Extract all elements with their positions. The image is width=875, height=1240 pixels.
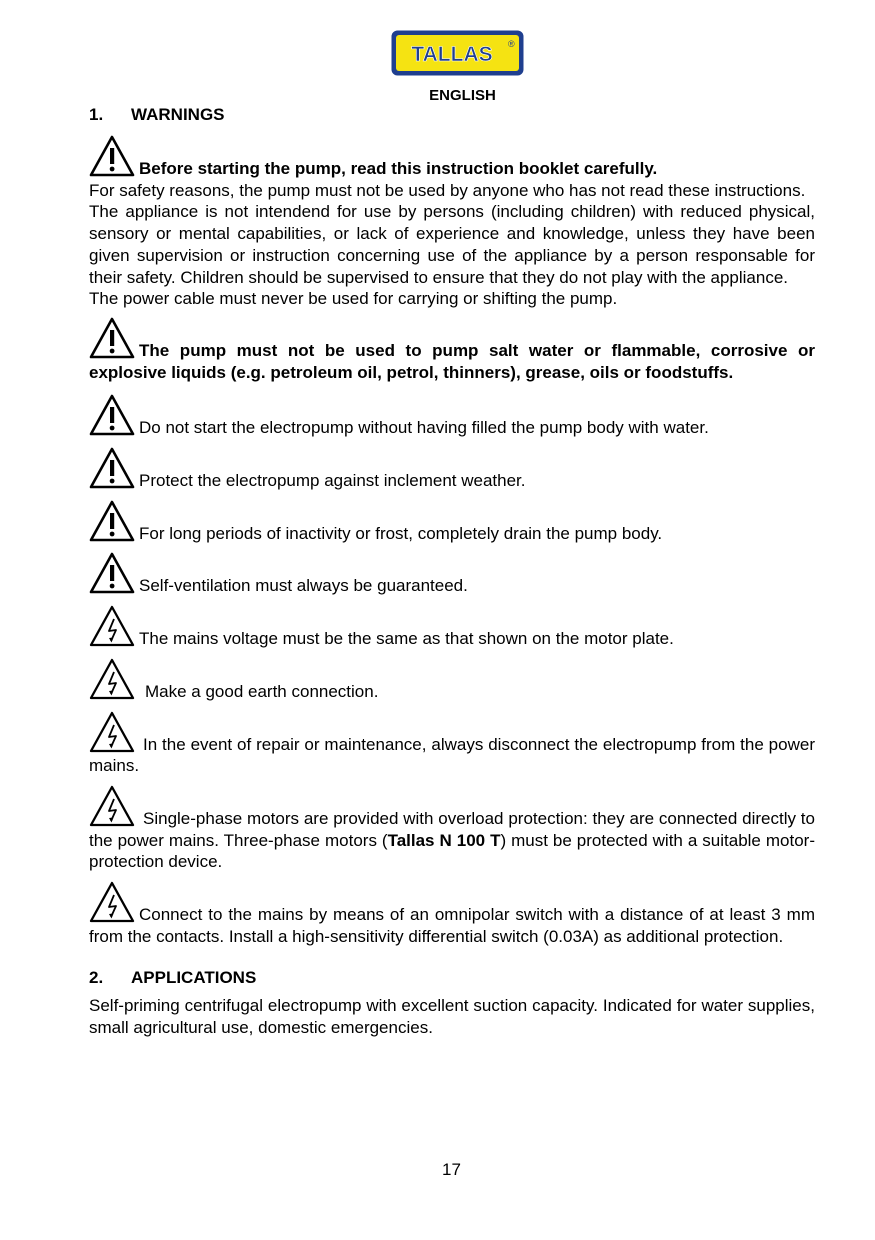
- warning-text: ) must be protected with a suitable motor-protection device.: [89, 830, 815, 872]
- warning-text: Make a good earth connection.: [145, 681, 379, 701]
- page-number: 17: [442, 1160, 461, 1179]
- registered-mark: ®: [508, 39, 515, 49]
- tallas-logo: [390, 29, 525, 77]
- warning-block-disconnect: [89, 711, 815, 777]
- warning-block-drain: [89, 500, 815, 545]
- warning-text: Single-phase motors are provided with overload protection: they are connected directly to the power mains. Three-phase motors (: [89, 808, 815, 850]
- warning-block-motor-protection: [89, 785, 815, 873]
- section-number: 2.: [89, 968, 104, 988]
- page-content: [89, 104, 815, 1039]
- warning-paragraph: The power cable must never be used for carrying or shifting the pump.: [89, 289, 618, 309]
- warning-block-weather: [89, 447, 815, 492]
- electric-hazard-icon: [89, 881, 135, 923]
- warning-block-voltage: [89, 605, 815, 650]
- electric-hazard-icon: [89, 785, 135, 827]
- warning-triangle-icon: [89, 500, 135, 542]
- warning-triangle-icon: [89, 317, 135, 359]
- warning-triangle-icon: [89, 135, 135, 177]
- section-title: WARNINGS: [131, 105, 225, 124]
- warning-block-liquids: [89, 317, 815, 383]
- warning-text: Connect to the mains by means of an omnipolar switch with a distance of at least 3 mm from the contacts. Install a high-sensitivity differential switch (0.03A) as additional protection.: [89, 905, 815, 946]
- warning-triangle-icon: [89, 552, 135, 594]
- warning-text: For long periods of inactivity or frost, completely drain the pump body.: [139, 523, 663, 543]
- warning-triangle-icon: [89, 447, 135, 489]
- warning-text: The mains voltage must be the same as that shown on the motor plate.: [139, 629, 674, 649]
- warning-text: Before starting the pump, read this instruction booklet carefully.: [139, 159, 658, 178]
- model-name: Tallas N 100 T: [387, 830, 501, 850]
- section-number: 1.: [89, 105, 104, 124]
- section-heading-warnings: [89, 104, 815, 126]
- warning-block-fill-water: [89, 394, 815, 439]
- warning-text: In the event of repair or maintenance, always disconnect the electropump from the power mains.: [89, 734, 815, 776]
- warning-block-earth: [89, 658, 815, 703]
- warning-text: The pump must not be used to pump salt water or flammable, corrosive or explosive liquids (e.g. petroleum oil, petrol, thinners), grease, oils or foodstuffs.: [89, 340, 815, 382]
- applications-block: [89, 995, 815, 1038]
- section-title: APPLICATIONS: [131, 968, 257, 988]
- electric-hazard-icon: [89, 605, 135, 647]
- language-label: ENGLISH: [429, 87, 496, 104]
- section-heading-applications: [89, 967, 815, 989]
- applications-text: Self-priming centrifugal electropump with excellent suction capacity. Indicated for water supplies, small agricultural use, domestic emergencies.: [89, 996, 815, 1038]
- electric-hazard-icon: [89, 711, 135, 753]
- warning-text: Self-ventilation must always be guaranteed.: [139, 576, 468, 596]
- logo-text: TALLAS: [411, 43, 493, 66]
- warning-triangle-icon: [89, 394, 135, 436]
- warning-text: Do not start the electropump without having filled the pump body with water.: [139, 418, 709, 438]
- warning-paragraph: For safety reasons, the pump must not be used by anyone who has not read these instructions.: [89, 180, 806, 200]
- electric-hazard-icon: [89, 658, 135, 700]
- warning-block-read-booklet: [89, 135, 815, 310]
- warning-block-ventilation: [89, 552, 815, 597]
- warning-paragraph: The appliance is not intendend for use by persons (including children) with reduced physical, sensory or mental capabilities, or lack of experience and knowledge, unless they have been given supervision or instruction concerning use of the appliance by a person responsable for their safety. Children should be supervised to ensure that they do not play with the appliance.: [89, 202, 815, 287]
- warning-text: Protect the electropump against inclement weather.: [139, 471, 526, 491]
- warning-block-omnipolar-switch: [89, 881, 815, 947]
